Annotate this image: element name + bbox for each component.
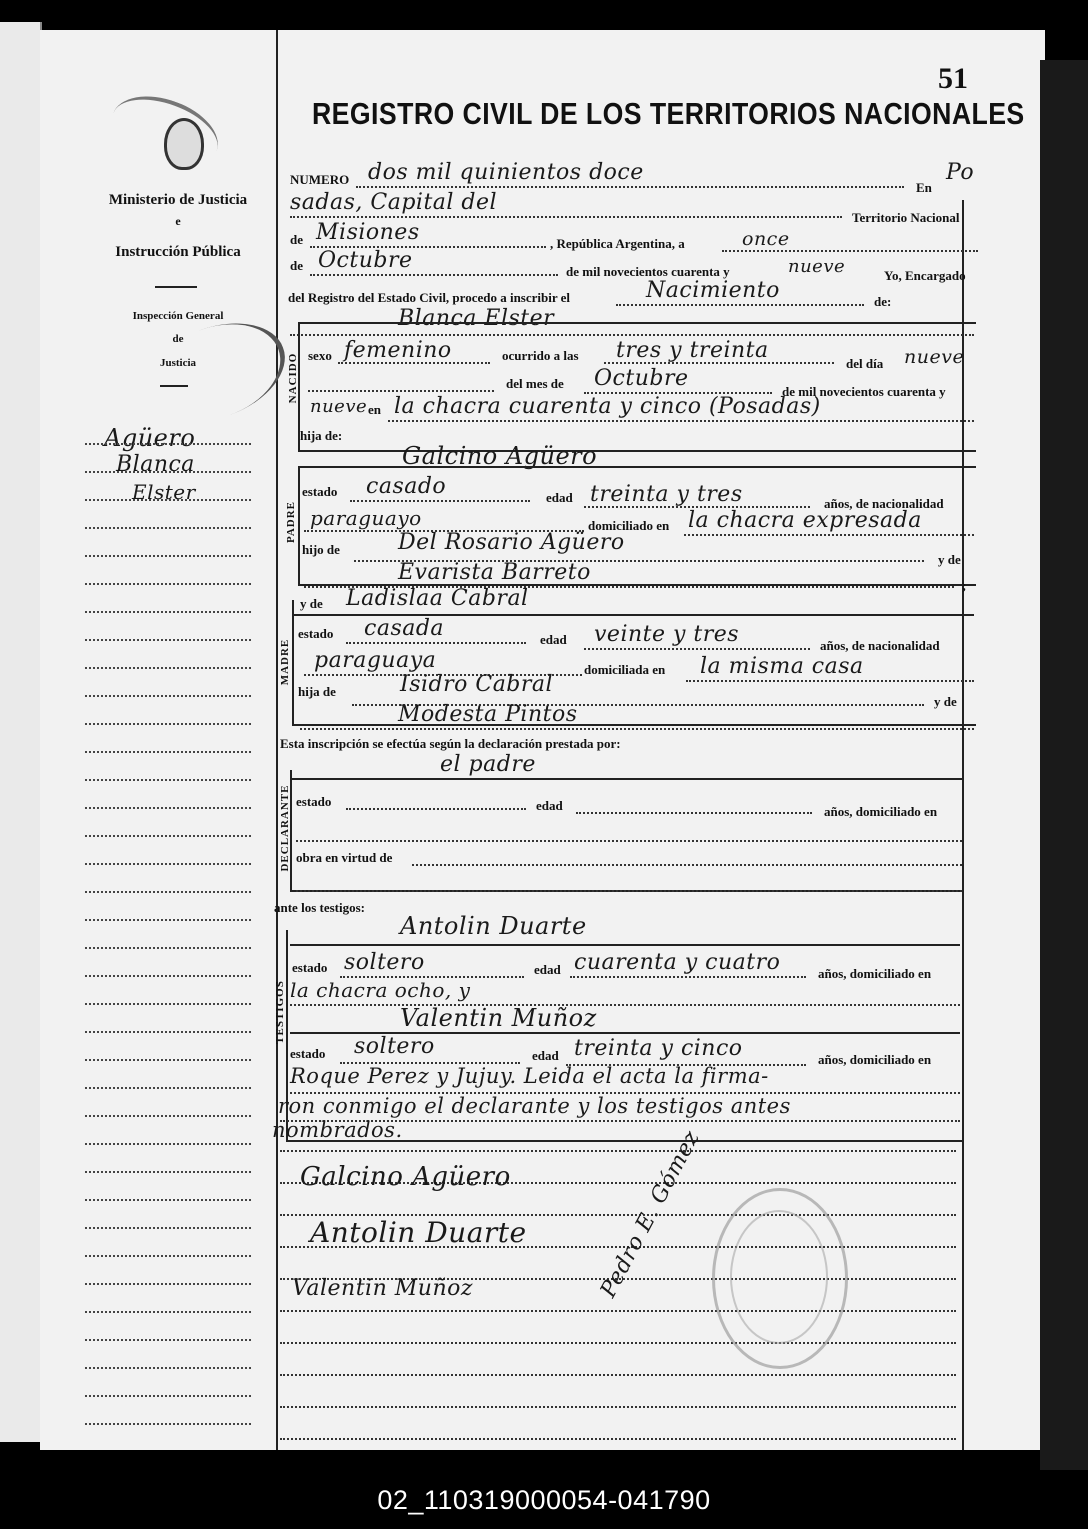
- city-value: sadas, Capital del: [290, 190, 498, 215]
- fill-line: [388, 420, 974, 422]
- facing-page-edge: [0, 22, 42, 1442]
- page-title: REGISTRO CIVIL DE LOS TERRITORIOS NACIONALES: [312, 96, 1025, 131]
- fill-line: [570, 976, 806, 978]
- encargado-label: Yo, Encargado: [884, 268, 966, 283]
- padre-y-de-label: y de: [938, 552, 961, 567]
- inspection-line-1: Inspección General: [132, 310, 224, 322]
- fill-line: [412, 864, 962, 866]
- de-label: de: [290, 232, 303, 247]
- fill-line: [346, 808, 526, 810]
- numero-label: NUMERO: [290, 172, 350, 187]
- cierre-line-1: Roque Perez y Jujuy. Leida el acta la firma-: [290, 1064, 769, 1088]
- madre-domiciliada-label: domiciliada en: [584, 662, 666, 677]
- declarante-value: el padre: [440, 752, 536, 777]
- ministry-line-1: Ministerio de Justicia: [108, 192, 248, 208]
- sexo-value: femenino: [344, 338, 452, 363]
- fill-line: [290, 1004, 960, 1006]
- acto-value: Nacimiento: [646, 278, 780, 303]
- fill-line: [296, 890, 962, 892]
- sexo-label: sexo: [308, 348, 332, 363]
- firma-testigo-2: Valentin Muñoz: [292, 1276, 473, 1301]
- de3-label: de:: [874, 294, 892, 309]
- fill-line: [338, 362, 490, 364]
- republica-label: , República Argentina, a: [550, 236, 685, 251]
- madre-label: MADRE: [279, 638, 291, 686]
- registro-label: del Registro del Estado Civil, procedo a inscribir el: [288, 290, 571, 305]
- madre-estado: casada: [364, 616, 445, 641]
- fill-line: [616, 304, 864, 306]
- madre-hija-de-label: hija de: [298, 684, 336, 699]
- fill-line: [722, 250, 978, 252]
- testigo1-edad-label: edad: [534, 962, 561, 977]
- padre-hijo-de-label: hijo de: [302, 542, 340, 557]
- mes-nac-value: Octubre: [594, 366, 689, 391]
- fill-line: [300, 728, 974, 730]
- madre-estado-label: estado: [298, 626, 334, 641]
- madre-nacionalidad: paraguaya: [314, 648, 437, 673]
- dia-value: once: [742, 228, 790, 250]
- testigo1-nombre: Antolin Duarte: [400, 912, 587, 940]
- testigo1-estado-label: estado: [292, 960, 328, 975]
- testigo1-domicilio: la chacra ocho, y: [290, 978, 471, 1002]
- fill-line: [308, 390, 494, 392]
- semicolon: ;: [962, 578, 967, 593]
- sidebar-rule: [155, 286, 197, 288]
- anio-nac-label: de mil novecientos cuarenta y: [782, 384, 946, 399]
- testigo1-anios-label: años, domiciliado en: [818, 966, 932, 981]
- hijo-label: hija de:: [300, 428, 343, 443]
- del-mes-label: del mes de: [506, 376, 564, 391]
- firma-padre: Galcino Agüero: [300, 1162, 511, 1192]
- de2-label: de: [290, 258, 303, 273]
- inscripcion-label: Esta inscripción se efectúa según la declaración prestada por:: [280, 736, 621, 751]
- fill-line: [350, 500, 530, 502]
- folio-number: 51: [938, 62, 968, 95]
- margin-note-surname: Agüero: [104, 424, 196, 452]
- madre-domicilio: la misma casa: [700, 654, 864, 679]
- coat-of-arms-icon: [164, 118, 204, 170]
- firma-oficial: Pedro E. Gómez: [596, 1126, 705, 1302]
- testigo2-edad-label: edad: [532, 1048, 559, 1063]
- margin-note-middle: Elster: [132, 480, 196, 504]
- declarante-anios-label: años, domiciliado en: [824, 804, 938, 819]
- padre-edad-label: edad: [546, 490, 573, 505]
- anio-value: nueve: [788, 256, 846, 277]
- madre-y-de2-label: y de: [934, 694, 957, 709]
- anio-nac-value: nueve: [310, 396, 368, 417]
- fill-line: [310, 274, 558, 276]
- fill-line: [346, 642, 526, 644]
- fill-line: [356, 186, 904, 188]
- padre-domiciliado-label: domiciliado en: [588, 518, 670, 533]
- en-label: En: [916, 180, 932, 195]
- padre-nacionalidad: paraguayo: [310, 506, 422, 530]
- madre-edad-label: edad: [540, 632, 567, 647]
- madre-y-de-label: y de: [300, 596, 323, 611]
- ministry-line-2: e: [175, 214, 181, 228]
- obra-label: obra en virtud de: [296, 850, 393, 865]
- padre-estado: casado: [366, 474, 447, 499]
- testigos-intro: ante los testigos:: [274, 900, 365, 915]
- padre-label: PADRE: [285, 500, 297, 544]
- testigo2-anios-label: años, domiciliado en: [818, 1052, 932, 1067]
- testigo2-edad: treinta y cinco: [574, 1036, 743, 1061]
- madre-madre: Modesta Pintos: [398, 702, 578, 727]
- declarante-edad-label: edad: [536, 798, 563, 813]
- mes-value: Octubre: [318, 248, 413, 273]
- padre-edad: treinta y tres: [590, 482, 743, 507]
- inspection-line-2: de: [172, 333, 184, 345]
- testigo2-nombre: Valentin Muñoz: [400, 1004, 597, 1032]
- padre-madre: Evarista Barreto: [398, 560, 591, 585]
- padre-padre: Del Rosario Agüero: [398, 530, 625, 555]
- declarante-label: DECLARANTE: [279, 784, 291, 872]
- margin-divider: [276, 30, 278, 1450]
- en2-label: en: [368, 402, 381, 417]
- anio-label: de mil novecientos cuarenta y: [566, 264, 730, 279]
- padre-anios-label: años, de nacionalidad: [824, 496, 944, 511]
- fill-line: [584, 648, 810, 650]
- scan-code-footer: 02_110319000054-041790: [0, 1478, 1088, 1529]
- hora-value: tres y treinta: [616, 338, 769, 363]
- cierre-line-3: nombrados.: [272, 1118, 403, 1142]
- testigos-label: TESTIGOS: [274, 980, 286, 1044]
- book-edge: [1040, 60, 1088, 1470]
- padre-nombre: Galcino Agüero: [402, 442, 598, 470]
- territorio-label: Territorio Nacional: [852, 210, 960, 225]
- inspection-line-3: Justicia: [159, 357, 197, 369]
- testigo1-edad: cuarenta y cuatro: [574, 950, 781, 975]
- numero-value: dos mil quinientos doce: [368, 160, 644, 185]
- padre-estado-label: estado: [302, 484, 338, 499]
- fill-line: [296, 840, 962, 842]
- fill-line: [576, 812, 812, 814]
- madre-edad: veinte y tres: [594, 622, 740, 647]
- en-value: Po: [946, 160, 975, 185]
- del-dia-label: del día: [846, 356, 884, 371]
- fill-line: [686, 680, 974, 682]
- firma-testigo-1: Antolin Duarte: [310, 1216, 527, 1249]
- madre-anios-label: años, de nacionalidad: [820, 638, 940, 653]
- official-seal-inner: [730, 1210, 828, 1344]
- ocurrido-label: ocurrido a las: [502, 348, 579, 363]
- cierre-line-2: ron conmigo el declarante y los testigos antes: [278, 1094, 791, 1118]
- testigo1-estado: soltero: [344, 950, 425, 975]
- ministry-line-3: Instrucción Pública: [115, 244, 241, 260]
- nombre-value: Blanca Elster: [398, 306, 555, 331]
- dia-nac-value: nueve: [904, 346, 965, 368]
- madre-padre: Isidro Cabral: [400, 672, 554, 697]
- margin-note-name: Blanca: [116, 452, 195, 477]
- fill-line: [684, 534, 974, 536]
- fill-line: [290, 216, 842, 218]
- declarante-estado-label: estado: [296, 794, 332, 809]
- declarante-bracket: [290, 770, 964, 892]
- testigo2-estado: soltero: [354, 1034, 435, 1059]
- madre-nombre: Ladislaa Cabral: [346, 586, 529, 611]
- testigo2-estado-label: estado: [290, 1046, 326, 1061]
- padre-domicilio: la chacra expresada: [688, 508, 922, 533]
- fill-line: [604, 362, 834, 364]
- lugar-value: la chacra cuarenta y cinco (Posadas): [394, 394, 821, 419]
- nacido-label: NACIDO: [287, 352, 299, 404]
- territorio-value: Misiones: [316, 220, 420, 245]
